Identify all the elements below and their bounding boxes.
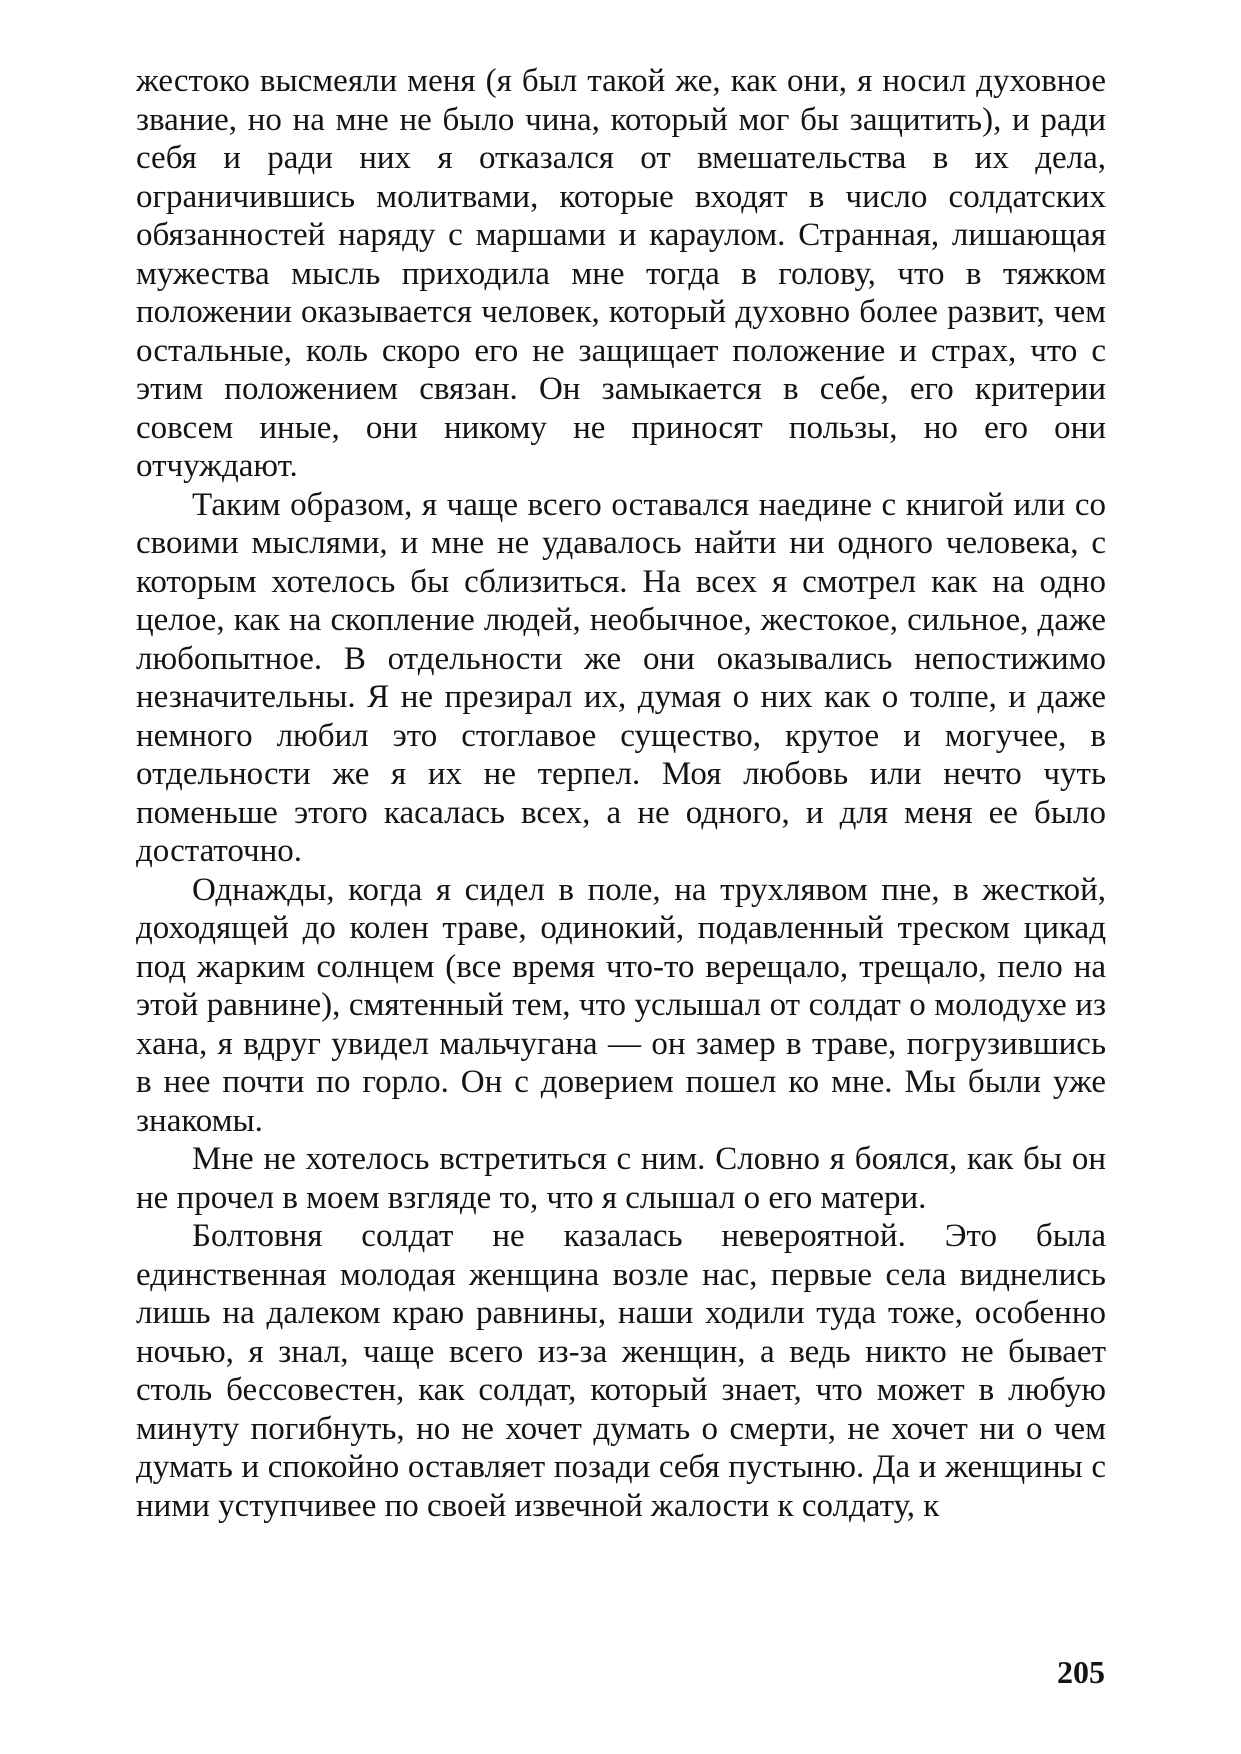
paragraph-1: жестоко высмеяли меня (я был такой же, как они, я носил духовное звание, но на мне не было чина, который мог бы защитить), и ради себя и ради них я отказался от вмешательства в их дела, ограничившись молитвами, которые входят в число солдатских обязанностей наряду с маршами и караулом. Странная, лишающая мужества мысль приходила мне тогда в голову, что в тяжком положении оказывается человек, который духовно более развит, чем остальные, коль скоро его не защищает положение и страх, что с этим положением связан. Он замыкается в себе, его критерии совсем иные, они никому не приносят пользы, но его они отчуждают.: [136, 63, 1106, 484]
page-body: [136, 62, 1106, 1525]
paragraph-5: Болтовня солдат не казалась невероятной. Это была единственная молодая женщина возле нас, первые села виднелись лишь на далеком краю равнины, наши ходили туда тоже, особенно ночью, я знал, чаще всего из-за женщин, а ведь никто не бывает столь бессовестен, как солдат, который знает, что может в любую минуту погибнуть, но не хочет думать о смерти, не хочет ни о чем думать и спокойно оставляет позади себя пустыню. Да и женщины с ними уступчивее по своей извечной жалости к солдату, к: [136, 1218, 1106, 1524]
paragraph-3: Однажды, когда я сидел в поле, на трухлявом пне, в жесткой, доходящей до колен траве, одинокий, подавленный треском цикад под жарким солнцем (все время что-то верещало, трещало, пело на этой равнине), смятенный тем, что услышал от солдат о молодухе из хана, я вдруг увидел мальчугана — он замер в траве, погрузившись в нее почти по горло. Он с доверием пошел ко мне. Мы были уже знакомы.: [136, 871, 1106, 1139]
paragraph-4: Мне не хотелось встретиться с ним. Словно я боялся, как бы он не прочел в моем взгляде то, что я слышал о его матери.: [136, 1141, 1106, 1216]
page-number: 205: [1057, 1654, 1105, 1690]
paragraph-2: Таким образом, я чаще всего оставался наедине с книгой или со своими мыслями, и мне не удавалось найти ни одного человека, с которым хотелось бы сблизиться. На всех я смотрел как на одно целое, как на скопление людей, необычное, жестокое, сильное, даже любопытное. В отдельности же они оказывались непостижимо незначительны. Я не презирал их, думая о них как о толпе, и даже немного любил это стоглавое существо, крутое и могучее, в отдельности же я их не терпел. Моя любовь или нечто чуть поменьше этого касалась всех, а не одного, и для меня ее было достаточно.: [136, 486, 1106, 869]
